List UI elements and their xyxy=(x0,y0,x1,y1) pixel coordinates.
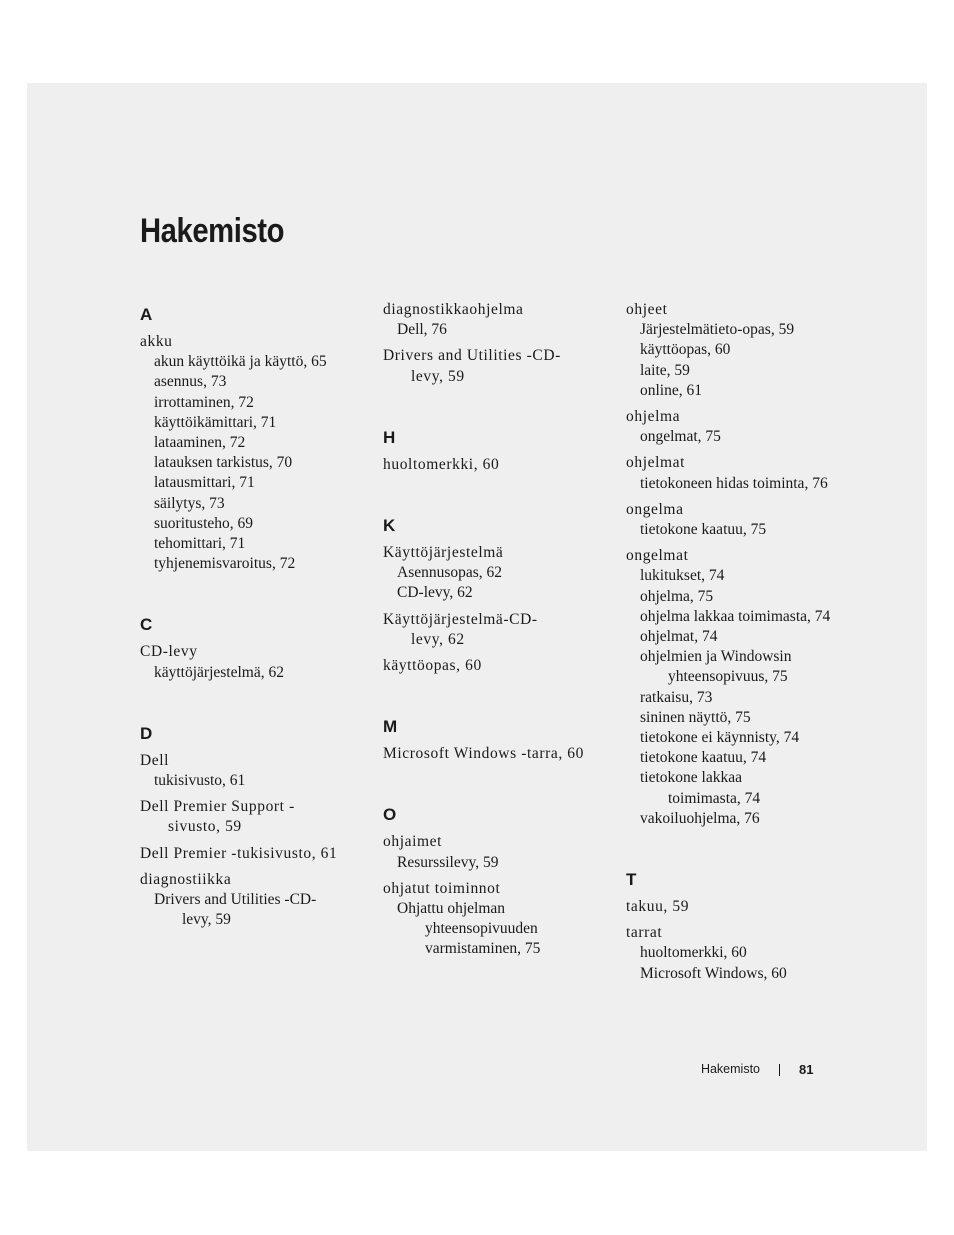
index-subentry-line: tyhjenemisvaroitus, 72 xyxy=(154,555,296,573)
index-subentry-line: tietokone kaatuu, 74 xyxy=(640,749,767,767)
index-entry xyxy=(383,543,613,604)
index-subentry-line: Resurssilevy, 59 xyxy=(397,853,499,871)
section-letter: M xyxy=(383,717,398,737)
index-subentry-line: Drivers and Utilities -CD- xyxy=(154,891,317,909)
index-term-line: ongelma xyxy=(626,500,684,518)
index-subentry-line: käyttöikämittari, 71 xyxy=(154,413,277,431)
index-term-line: tarrat xyxy=(626,924,663,942)
section-letter: O xyxy=(383,805,397,825)
index-subentry xyxy=(626,566,866,586)
index-term xyxy=(140,642,370,662)
index-subentry xyxy=(140,453,370,473)
index-subentry-continuation: yhteensopivuuden xyxy=(425,920,538,938)
index-entry xyxy=(626,897,866,917)
index-subentry-line: Ohjattu ohjelman xyxy=(397,900,506,918)
index-entry xyxy=(140,751,370,791)
footer-separator xyxy=(779,1064,780,1076)
index-subentry xyxy=(626,627,866,647)
index-entry xyxy=(140,642,370,682)
index-subentry-continuation: varmistaminen, 75 xyxy=(425,940,541,958)
index-subentry xyxy=(626,361,866,381)
index-subentry xyxy=(626,647,866,687)
index-term xyxy=(140,751,370,771)
page-title: Hakemisto xyxy=(140,212,285,250)
index-entry xyxy=(626,453,866,493)
index-section xyxy=(626,869,866,984)
index-subentry xyxy=(626,809,866,829)
section-letter: T xyxy=(626,870,637,890)
index-subentry xyxy=(383,899,613,960)
index-term-line: huoltomerkki, 60 xyxy=(383,455,500,473)
index-term-line: Dell Premier Support - xyxy=(140,798,295,816)
index-subentry-line: ratkaisu, 73 xyxy=(640,688,713,706)
index-subentry-line: latauksen tarkistus, 70 xyxy=(154,454,293,472)
index-entry xyxy=(383,744,613,764)
index-section xyxy=(383,716,613,764)
index-entry xyxy=(383,879,613,960)
index-subentry-line: tietokoneen hidas toiminta, 76 xyxy=(640,474,828,492)
index-subentry xyxy=(140,534,370,554)
index-subentry-line: asennus, 73 xyxy=(154,373,227,391)
index-subentry-continuation: yhteensopivuus, 75 xyxy=(668,668,788,686)
index-term-line: ohjeet xyxy=(626,301,668,318)
index-subentry-line: tukisivusto, 61 xyxy=(154,772,246,790)
index-entry xyxy=(383,346,613,386)
index-term-line: takuu, 59 xyxy=(626,898,690,916)
index-subentry-line: ohjelmien ja Windowsin xyxy=(640,648,792,666)
index-term xyxy=(626,546,866,566)
index-subentry-line: suoritusteho, 69 xyxy=(154,514,254,532)
index-entry xyxy=(140,870,370,931)
index-entry xyxy=(383,656,613,676)
index-term xyxy=(383,610,613,650)
index-subentry xyxy=(626,381,866,401)
index-term xyxy=(626,500,866,520)
index-subentry xyxy=(140,372,370,392)
index-subentry xyxy=(626,728,866,748)
index-subentry xyxy=(140,413,370,433)
index-subentry-line: käyttöjärjestelmä, 62 xyxy=(154,663,284,681)
index-subentry xyxy=(140,494,370,514)
index-subentry-line: käyttöopas, 60 xyxy=(640,341,731,359)
index-term-line: Drivers and Utilities -CD- xyxy=(383,347,561,365)
index-term xyxy=(140,797,370,837)
index-section xyxy=(383,300,613,387)
index-section xyxy=(383,427,613,475)
index-term xyxy=(140,332,370,352)
index-entry xyxy=(140,332,370,574)
index-subentry xyxy=(383,583,613,603)
index-section xyxy=(140,614,370,682)
index-subentry xyxy=(383,320,613,340)
index-term xyxy=(140,844,370,864)
index-section xyxy=(626,300,866,829)
index-subentry-line: Järjestelmätieto-opas, 59 xyxy=(640,321,795,339)
index-subentry xyxy=(626,688,866,708)
index-subentry xyxy=(140,514,370,534)
index-term xyxy=(383,455,613,475)
index-subentry-line: huoltomerkki, 60 xyxy=(640,944,747,962)
index-subentry-line: irrottaminen, 72 xyxy=(154,393,254,411)
index-term-line: diagnostikkaohjelma xyxy=(383,301,524,318)
index-subentry-continuation: levy, 59 xyxy=(182,911,231,929)
index-term xyxy=(626,300,866,320)
index-term xyxy=(626,923,866,943)
index-term-line: CD-levy xyxy=(140,643,198,661)
index-subentry xyxy=(626,340,866,360)
index-subentry-line: Asennusopas, 62 xyxy=(397,564,503,582)
index-term-line: Dell xyxy=(140,751,170,769)
index-term-line: akku xyxy=(140,333,173,350)
index-section xyxy=(140,304,370,574)
index-subentry-line: tehomittari, 71 xyxy=(154,535,246,553)
index-section xyxy=(383,515,613,676)
index-subentry-line: vakoiluohjelma, 76 xyxy=(640,809,760,827)
index-term-line: käyttöopas, 60 xyxy=(383,657,482,675)
index-subentry xyxy=(140,393,370,413)
index-subentry xyxy=(626,768,866,808)
index-subentry xyxy=(140,554,370,574)
index-subentry-line: tietokone kaatuu, 75 xyxy=(640,521,767,539)
index-term-continuation: sivusto, 59 xyxy=(168,818,242,836)
index-term xyxy=(383,744,613,764)
index-subentry-line: ohjelma lakkaa toimimasta, 74 xyxy=(640,607,831,625)
index-subentry-line: lukitukset, 74 xyxy=(640,567,725,585)
index-term xyxy=(383,543,613,563)
index-entry xyxy=(626,407,866,447)
index-subentry xyxy=(626,964,866,984)
index-subentry-line: CD-levy, 62 xyxy=(397,584,473,602)
index-column-3 xyxy=(626,300,866,990)
index-entry xyxy=(383,455,613,475)
index-entry xyxy=(383,300,613,340)
index-subentry xyxy=(140,771,370,791)
index-term-line: ongelmat xyxy=(626,547,689,565)
index-subentry xyxy=(383,563,613,583)
index-subentry-line: lataaminen, 72 xyxy=(154,434,246,452)
index-subentry-line: ohjelma, 75 xyxy=(640,587,714,605)
index-term xyxy=(140,870,370,890)
index-subentry xyxy=(626,943,866,963)
index-subentry xyxy=(140,433,370,453)
index-entry xyxy=(626,500,866,540)
index-term-line: Käyttöjärjestelmä xyxy=(383,544,504,562)
index-subentry-line: sininen näyttö, 75 xyxy=(640,708,751,726)
index-subentry xyxy=(383,853,613,873)
index-term-line: Käyttöjärjestelmä-CD- xyxy=(383,610,538,628)
index-subentry xyxy=(626,427,866,447)
index-column-1 xyxy=(140,300,370,936)
index-subentry-continuation: toimimasta, 74 xyxy=(668,789,761,807)
footer-label: Hakemisto xyxy=(700,1062,760,1076)
index-entry xyxy=(383,832,613,872)
index-term xyxy=(383,656,613,676)
index-term xyxy=(383,300,613,320)
index-subentry-line: tietokone ei käynnisty, 74 xyxy=(640,729,800,747)
index-subentry-line: latausmittari, 71 xyxy=(154,474,255,492)
index-term-continuation: levy, 62 xyxy=(411,630,465,648)
index-subentry-line: online, 61 xyxy=(640,381,702,399)
index-subentry xyxy=(626,320,866,340)
index-subentry-line: Dell, 76 xyxy=(397,321,447,339)
section-letter: K xyxy=(383,516,396,536)
index-subentry xyxy=(140,890,370,930)
index-term xyxy=(626,407,866,427)
index-entry xyxy=(140,844,370,864)
index-term xyxy=(383,879,613,899)
index-term-line: Microsoft Windows -tarra, 60 xyxy=(383,745,584,763)
index-subentry-line: tietokone lakkaa xyxy=(640,769,742,787)
index-term-line: ohjelmat xyxy=(626,454,686,472)
section-letter: D xyxy=(140,723,153,743)
index-entry xyxy=(383,610,613,650)
index-subentry-line: Microsoft Windows, 60 xyxy=(640,964,787,982)
index-term xyxy=(383,346,613,386)
index-subentry xyxy=(626,708,866,728)
index-entry xyxy=(626,546,866,829)
index-subentry-line: ongelmat, 75 xyxy=(640,428,721,446)
page-number: 81 xyxy=(799,1062,814,1077)
index-term-line: Dell Premier -tukisivusto, 61 xyxy=(140,844,338,862)
index-subentry xyxy=(626,474,866,494)
index-entry xyxy=(140,797,370,837)
index-entry xyxy=(626,300,866,401)
index-subentry xyxy=(140,663,370,683)
index-subentry xyxy=(140,473,370,493)
index-term-line: ohjaimet xyxy=(383,833,443,851)
section-letter: H xyxy=(383,427,396,447)
index-subentry xyxy=(626,520,866,540)
page-footer xyxy=(0,1062,954,1082)
index-subentry xyxy=(626,607,866,627)
index-term xyxy=(626,453,866,473)
index-subentry xyxy=(626,587,866,607)
section-letter: C xyxy=(140,615,153,635)
index-subentry-line: akun käyttöikä ja käyttö, 65 xyxy=(154,353,327,371)
index-section xyxy=(383,804,613,959)
index-section xyxy=(140,723,370,931)
index-term-line: ohjelma xyxy=(626,408,681,426)
index-subentry xyxy=(140,352,370,372)
index-subentry-line: ohjelmat, 74 xyxy=(640,628,718,646)
index-entry xyxy=(626,923,866,984)
index-subentry xyxy=(626,748,866,768)
index-term-continuation: levy, 59 xyxy=(411,367,465,385)
index-term-line: diagnostiikka xyxy=(140,870,232,888)
section-letter: A xyxy=(140,305,153,324)
index-term xyxy=(383,832,613,852)
index-subentry-line: laite, 59 xyxy=(640,361,690,379)
index-column-2 xyxy=(383,300,613,966)
index-term xyxy=(626,897,866,917)
index-subentry-line: säilytys, 73 xyxy=(154,494,225,512)
index-term-line: ohjatut toiminnot xyxy=(383,879,501,897)
